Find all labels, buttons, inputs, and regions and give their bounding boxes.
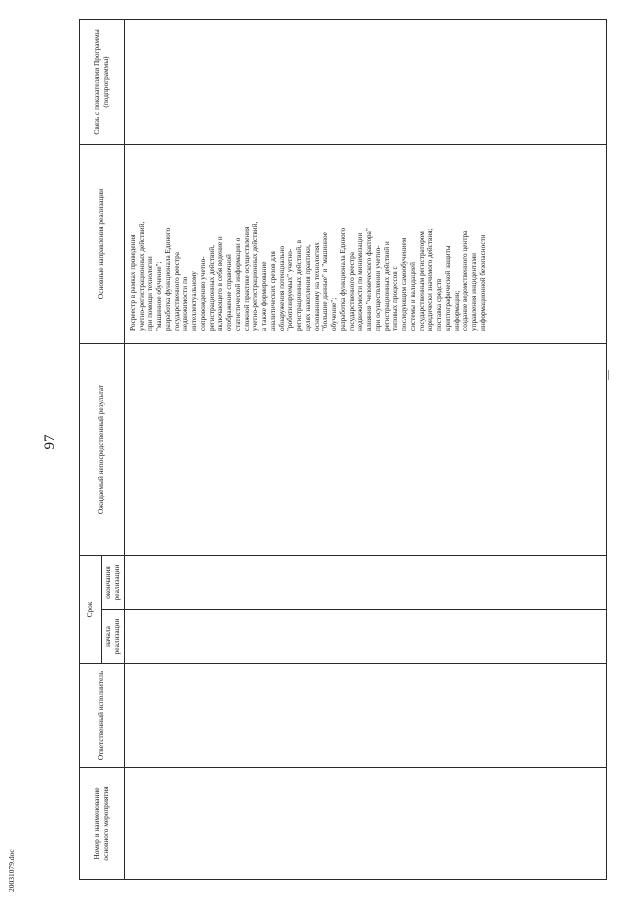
header-main-directions: Основные направления реализации xyxy=(80,145,125,344)
header-term-start: начала реализации xyxy=(102,610,125,664)
table-header-row xyxy=(80,20,102,880)
document-file-code: 20031079.doc xyxy=(7,849,16,892)
page-number: 97 xyxy=(42,434,58,450)
measures-table xyxy=(79,19,607,880)
cell-number-name xyxy=(124,768,606,880)
cell-expected-result xyxy=(124,344,606,556)
header-expected-result: Ожидаемый непосредственный результат xyxy=(80,344,125,556)
header-term-end: окончания реализации xyxy=(102,556,125,610)
cell-program-link xyxy=(124,20,606,145)
rotated-table-container xyxy=(79,20,603,880)
header-term: Срок xyxy=(80,556,102,664)
margin-mark xyxy=(608,370,609,380)
cell-term-end xyxy=(124,556,606,610)
cell-responsible xyxy=(124,664,606,768)
cell-main-directions: Росреестр в рамках проведения учетно-регистрационных действий, при помощи технологии "машинное обучение"; разработка функционала Единого государственного реестра недвижимости по интеллектуальному сопровождению учетно- регистрационных действий, включающего в себя ведение и отображение справочной статистической информации о сложной практике осуществления учетно-регистрационных действий, а также формирование аналитических срезов для обнаружения потенциально "роботизируемых" учетно- регистрационных действий, в целях накопления практики, основанному на технологиях "большие данные" и "машинное обучение"; разработка функционала Единого государственного реестра недвижимости по минимизации влияния "человеческого фактора" при осуществлении учетно- регистрационных действий и типовых процессов с последующим самообучением системы и валидацией государственным регистратором юридически значимого действия; поставка средств криптографической защиты информации; создание ведомственного центра управления инцидентами информационной безопасности xyxy=(124,145,606,344)
header-program-link: Связь с показателями Программы (подпрограммы) xyxy=(80,20,125,145)
cell-term-start xyxy=(124,610,606,664)
header-responsible: Ответственный исполнитель xyxy=(80,664,125,768)
header-number-name: Номер и наименование основного мероприятия xyxy=(80,768,125,880)
table-row xyxy=(124,20,606,880)
